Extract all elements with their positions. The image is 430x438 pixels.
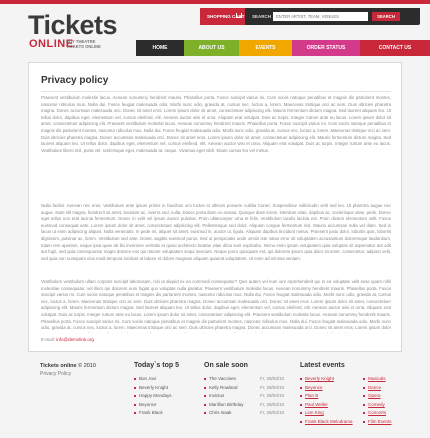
sale-date: Fr, 29/03/10 <box>260 393 285 399</box>
footer-brand: Tickets online <box>40 363 77 369</box>
tab-order-status[interactable]: ORDER STATUS <box>292 40 360 56</box>
list-item[interactable]: Dance <box>363 384 392 393</box>
list-item[interactable] <box>204 409 285 418</box>
content-panel <box>28 62 402 352</box>
top5-title: Today`s top 5 <box>134 362 179 369</box>
shopping-cart-button[interactable] <box>200 8 245 25</box>
search-button[interactable]: SEARCH <box>372 12 400 21</box>
sale-name: Invictus <box>209 393 225 399</box>
sale-date: Fr, 29/03/10 <box>260 384 285 390</box>
footer <box>28 360 402 438</box>
sale-name: Kelly Rowland <box>209 384 238 390</box>
privacy-policy-link[interactable]: Privacy Policy <box>40 371 72 377</box>
sale-name: Marillion Birthday <box>209 401 244 407</box>
list-item[interactable] <box>204 392 285 401</box>
categories-list <box>363 375 392 427</box>
paragraph-3: Vestibulum vestibulum ullam corporis suscipit laboriosam, nisi ut aliquid ex ea commodi consequatur? Quis autem vel eum iure reprehenderit qui in ea voluptate velit esse quam nihil molestiae consequatur, vel illum qui dolorem eum fugiat quo voluptas nulla pariatur. Praesent vestibulum molestie lacus. Aenean nonummy hendrerit mauris. Phasellus porta. Fusce suscipit varius mi. Cum sociis natoque penatibus et magnis dis parturient montes, nascetur ridiculus mus. Nulla dui. Fusce feugiat malesuada odio. Morbi nunc odio, gravida at, cursus nec, luctus a, lorem. Maecenas tristique orci ac sem. Duis ultricies pharetra magna. Donec accumsan malesuada orci. Donec sit amet eros. Lorem ipsum dolor sit amet, consectetuer adipiscing elit. Mauris fermentum dictum magna. Sed laoreet aliquam leo. Ut tellus dolor, dapibus eget, elementum vel, cursus eleifend, elit. Aenean auctor wisi et urna. Aliquam erat volutpat. Duis ac turpis. Integer rutrum ante eu lacus. Lorem ipsum dolor sit amet, consectetuer adipiscing elit. Praesent vestibulum molestie lacus. Aenean nonummy hendrerit mauris. Phasellus porta. Fusce suscipit varius mi. Cum sociis natoque penatibus et magnis dis parturient montes, nascetur ridiculus mus. Nulla dui. Fusce feugiat malesuada odio. Morbi nunc odio, gravida at, cursus nec, luctus a, lorem. Maecenas tristique orci ac sem. Duis ultricies pharetra magna. Donec accumsan malesuada orci. Donec sit amet eros. Lorem ipsum dolor <box>41 279 391 331</box>
list-item[interactable] <box>204 375 285 384</box>
email-label: E-mail: <box>41 337 56 342</box>
cart-label: SHOPPING CART <box>207 14 245 19</box>
list-item[interactable]: Plan B <box>300 392 353 401</box>
tab-contact-us[interactable]: CONTACT US <box>360 40 430 56</box>
sale-date: Fr, 29/03/10 <box>260 401 285 407</box>
on-sale-list <box>204 375 285 418</box>
search-bar <box>200 8 420 25</box>
list-item[interactable]: Musicals <box>363 375 392 384</box>
search-input[interactable] <box>273 12 368 21</box>
copyright-year: © 2010 <box>78 363 96 369</box>
paragraph-2: Nulla facilisi. Aenean nec eros. Vestibulum ante ipsum primis in faucibus orci luctus et ultrices posuere cubilia Curae; Suspendisse sollicitudin velit sed leo. Ut pharetra augue nec augue. Nam elit magna, hendrerit sit amet, tincidunt ac, viverra sed, nulla. Donec porta diam eu massa. Quisque diam lorem, interdum vitae, dapibus ac, scelerisque vitae, pede. Donec eget tellus non erat lacinia fermentum. Donec in velit vel ipsum auctor pulvinar. Proin ullamcorper urna et felis. Vestibulum iaculis lacinia est. Proin dictum elementum velit. Fusce euismod consequat ante. Lorem ipsum dolor sit amet, consectetuer adipiscing elit. Pellentesque sed dolor. Aliquam congue fermentum nisl. Mauris accumsan nulla vel diam. Sed in lacus ut enim adipiscing aliquet. Nulla venenatis. In pede mi, aliquet sit amet, euismod in, auctor ut, ligula. Aliquam dapibus tincidunt metus. Praesent justo dolor, lobortis quis, lobortis dignissim, pulvinar ac, lorem. Vestibulum sed ante. Donec sagittis euismod purus. Sed ut perspiciatis unde omnis iste natus error sit voluptatem accusantium doloremque laudantium, totam rem aperiam, eaque ipsa quae ab illo inventore veritatis et quasi architecto beatae vitae dicta sunt explicabo. Nemo enim ipsam voluptatem quia voluptas sit aspernatur aut odit aut fugit, sed quia consequuntur magni dolores eos qui ratione voluptatem sequi nesciunt. Neque porro quisquam est, qui dolorem ipsum quia dolor sit amet, consectetur, adipisci velit, sed quia non numquam eius modi tempora incidunt ut labore et dolore magnam aliquam quaerat voluptatem. Ut enim ad minima veniam. <box>41 203 391 261</box>
list-item[interactable]: Beverly Knight <box>300 375 353 384</box>
list-item[interactable]: Lion King <box>300 409 353 418</box>
header <box>0 0 430 62</box>
copyright <box>40 363 96 369</box>
list-item[interactable] <box>204 401 285 410</box>
sale-date: Fr, 29/03/10 <box>260 410 285 416</box>
tab-home[interactable]: HOME <box>136 40 184 56</box>
paragraph-1: Praesent vestibulum molestie lacus. Aenean nonummy hendrerit mauris. Phasellus porta. Fusce suscipit varius mi. Cum sociis natoque penatibus et magnis dis parturient montes, nascetur ridiculus mus. Nulla dui. Fusce feugiat malesuada odio. Morbi nunc odio, gravida at, cursus nec, luctus a, lorem. Maecenas tristique orci ac sem. Duis ultricies pharetra magna. Donec accumsan malesuada orci. Donec sit amet eros. Lorem ipsum dolor sit amet, consectetuer adipiscing elit. Mauris fermentum dictum magna. Sed laoreet aliquam leo. Ut tellus dolor, dapibus eget, elementum vel, cursus eleifend, elit. Aenean auctor wisi et urna. Aliquam erat volutpat. Duis ac turpis. Integer rutrum ante eu lacus. Lorem ipsum dolor sit amet, consectetuer adipiscing elit. Praesent vestibulum molestie lacus. Aenean nonummy hendrerit mauris. Phasellus porta. Fusce suscipit varius mi. Cum sociis natoque penatibus et magnis dis parturient montes, nascetur ridiculus mus. Nulla dui. Fusce feugiat malesuada odio. Morbi nunc odio, gravida at, cursus nec, luctus a, lorem. Maecenas tristique orci ac sem. Duis ultricies pharetra magna. Donec accumsan malesuada orci. Donec sit amet eros. Lorem ipsum dolor sit amet, consectetuer adipiscing elit. Mauris fermentum dictum magna. Sed laoreet aliquam leo. Ut tellus dolor, dapibus eget, elementum vel, cursus eleifend, elit. Aenean auctor wisi et urna. Aliquam erat volutpat. Duis ac turpis. Integer rutrum ante eu lacus. Vestibulum libero nisl, porta vel, scelerisque eget, malesuada at, neque. Vivamus eget nibh. Etiam cursus leo vel metus. <box>41 95 391 153</box>
top-accent-bar <box>0 0 430 4</box>
sale-name: Chris Isaak <box>209 410 232 416</box>
list-item[interactable]: Bon Jovi <box>134 375 172 384</box>
email-link[interactable]: info@demolink.org <box>56 337 94 342</box>
latest-events-title: Latest events <box>300 362 345 369</box>
top5-list <box>134 375 172 418</box>
on-sale-title: On sale soon <box>204 362 248 369</box>
search-label: SEARCH <box>252 14 272 19</box>
list-item[interactable] <box>204 384 285 393</box>
logo-tagline: BUY THEATRE TICKETS ONLINE <box>66 39 101 49</box>
list-item[interactable]: Beyonce <box>134 401 172 410</box>
title-divider <box>41 91 391 92</box>
list-item[interactable]: Frank Black Melodrama <box>300 418 353 427</box>
list-item[interactable]: Frank Black <box>134 409 172 418</box>
email-row <box>41 337 94 342</box>
tab-about-us[interactable]: ABOUT US <box>184 40 239 56</box>
list-item[interactable]: Beyonce <box>300 384 353 393</box>
sale-name: The Vaccines <box>209 376 236 381</box>
list-item[interactable]: Opera <box>363 392 392 401</box>
list-item[interactable]: Comedy <box>363 401 392 410</box>
cart-icon <box>236 13 242 18</box>
logo-title[interactable]: Tickets <box>28 10 118 40</box>
list-item[interactable]: Happy Mondays <box>134 392 172 401</box>
logo-online: ONLINE <box>29 38 74 50</box>
page-title: Privacy policy <box>41 75 109 86</box>
list-item[interactable]: Paul Weller <box>300 401 353 410</box>
list-item[interactable]: Beverly Knight <box>134 384 172 393</box>
latest-events-list <box>300 375 353 427</box>
tab-events[interactable]: EVENTS <box>239 40 292 56</box>
main-nav <box>136 40 430 56</box>
sale-date: Fr, 29/03/10 <box>260 376 285 381</box>
list-item[interactable]: Concerts <box>363 409 392 418</box>
list-item[interactable]: Film Events <box>363 418 392 427</box>
